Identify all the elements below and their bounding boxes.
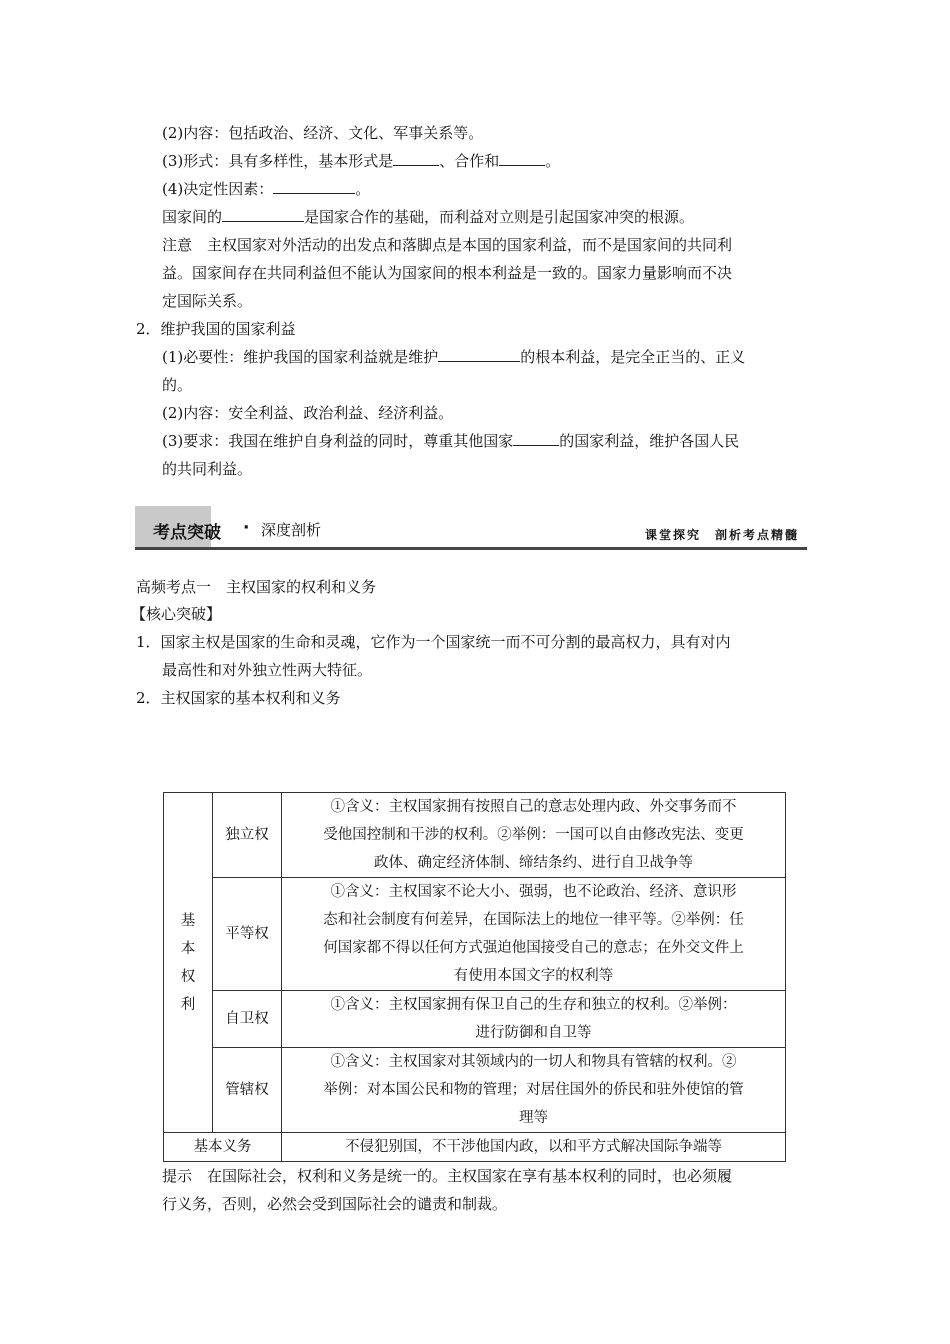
desc-line: ①含义：主权国家拥有保卫自己的生存和独立的权利。②举例： xyxy=(330,997,737,1013)
item-1-line-1: 1．国家主权是国家的生命和灵魂，它作为一个国家统一而不可分割的最高权力，具有对内 xyxy=(136,633,731,651)
core-heading: 【核心突破】 xyxy=(131,605,222,623)
table-row xyxy=(164,1048,786,1133)
heading-2: 2．维护我国的国家利益 xyxy=(136,320,296,338)
right-desc xyxy=(282,991,786,1048)
necessity-text-2: 的根本利益，是完全正当的、正义 xyxy=(520,348,746,366)
requirement-text: (3)要求：我国在维护自身利益的同时，尊重其他国家 xyxy=(162,432,514,450)
category-char: 利 xyxy=(180,996,196,1013)
rights-table xyxy=(163,792,786,1162)
factor-text: (4)决定性因素： xyxy=(162,180,274,198)
basis-text: 国家间的 xyxy=(162,208,223,226)
note-line-3: 定国际关系。 xyxy=(162,292,253,310)
note-line-2: 益。国家间存在共同利益但不能认为国家间的根本利益是一致的。国家力量影响而不决 xyxy=(162,264,733,282)
item-1-line-2: 最高性和对外独立性两大特征。 xyxy=(162,661,373,679)
form-text: (3)形式：具有多样性，基本形式是 xyxy=(162,152,394,170)
right-name: 平等权 xyxy=(213,878,282,991)
note-line-1: 注意 主权国家对外活动的出发点和落脚点是本国的国家利益，而不是国家间的共同利 xyxy=(162,236,733,254)
factor-text-2: 。 xyxy=(355,180,371,198)
blank-field xyxy=(222,206,304,222)
content-line: (2)内容：包括政治、经济、文化、军事关系等。 xyxy=(162,124,484,142)
category-char: 权 xyxy=(180,968,196,985)
desc-line: 举例：对本国公民和物的管理；对居住国外的侨民和驻外使馆的管 xyxy=(323,1082,744,1098)
category-cell xyxy=(164,793,213,1133)
requirement-line xyxy=(162,430,739,452)
banner-rule xyxy=(135,547,807,550)
necessity-line-2: 的。 xyxy=(162,376,193,394)
blank-field xyxy=(438,346,520,362)
form-text-2: 、合作和 xyxy=(439,152,500,170)
requirement-text-2: 的国家利益，维护各国人民 xyxy=(559,432,740,450)
point-title: 高频考点一 主权国家的权利和义务 xyxy=(136,578,377,596)
desc-line: 进行防御和自卫等 xyxy=(475,1025,592,1041)
desc-line: 政体、确定经济体制、缔结条约、进行自卫战争等 xyxy=(374,855,693,871)
category-char: 基 xyxy=(180,912,196,929)
right-desc xyxy=(282,878,786,991)
duty-desc: 不侵犯别国，不干涉他国内政，以和平方式解决国际争端等 xyxy=(282,1133,786,1162)
form-text-3: 。 xyxy=(545,152,561,170)
right-desc xyxy=(282,793,786,878)
item-2: 2．主权国家的基本权利和义务 xyxy=(136,689,341,707)
table-row xyxy=(164,991,786,1048)
desc-line: 态和社会制度有何差异，在国际法上的地位一律平等。②举例：任 xyxy=(323,912,744,928)
duty-label: 基本义务 xyxy=(164,1133,282,1162)
desc-line: 受他国控制和干涉的权利。②举例：一国可以自由修改宪法、变更 xyxy=(323,827,744,843)
table-row xyxy=(164,793,786,878)
section-banner xyxy=(135,506,807,550)
form-line xyxy=(162,150,560,172)
category-char: 本 xyxy=(180,940,196,957)
blank-field xyxy=(393,150,439,166)
factor-line xyxy=(162,178,370,200)
requirement-line-2: 的共同利益。 xyxy=(162,460,253,478)
right-name: 独立权 xyxy=(213,793,282,878)
table-row xyxy=(164,878,786,991)
blank-field xyxy=(513,430,559,446)
desc-line: ①含义：主权国家不论大小、强弱，也不论政治、经济、意识形 xyxy=(330,884,737,900)
blank-field xyxy=(273,178,355,194)
basis-line xyxy=(162,206,694,228)
desc-line: 有使用本国文字的权利等 xyxy=(453,968,614,984)
desc-line: 理等 xyxy=(519,1110,548,1126)
table-row xyxy=(164,1133,786,1162)
right-name: 管辖权 xyxy=(213,1048,282,1133)
basis-text-2: 是国家合作的基础，而利益对立则是引起国家冲突的根源。 xyxy=(304,208,695,226)
right-desc xyxy=(282,1048,786,1133)
content-line-2: (2)内容：安全利益、政治利益、经济利益。 xyxy=(162,404,454,422)
banner-dot: · xyxy=(243,518,250,538)
tip-line-2: 行义务，否则，必然会受到国际社会的谴责和制裁。 xyxy=(162,1195,508,1213)
desc-line: 何国家都不得以任何方式强迫他国接受自己的意志；在外交文件上 xyxy=(323,940,744,956)
banner-subtitle: 深度剖析 xyxy=(261,521,322,539)
right-name: 自卫权 xyxy=(213,991,282,1048)
banner-title: 考点突破 xyxy=(153,523,221,543)
tip-line-1: 提示 在国际社会，权利和义务是统一的。主权国家在享有基本权利的同时，也必须履 xyxy=(162,1167,733,1185)
necessity-text: (1)必要性：维护我国的国家利益就是维护 xyxy=(162,348,439,366)
desc-line: ①含义：主权国家拥有按照自己的意志处理内政、外交事务而不 xyxy=(330,799,737,815)
blank-field xyxy=(499,150,545,166)
necessity-line xyxy=(162,346,745,368)
desc-line: ①含义：主权国家对其领域内的一切人和物具有管辖的权利。② xyxy=(330,1054,737,1070)
banner-right-text: 课堂探究 剖析考点精髓 xyxy=(644,528,799,542)
